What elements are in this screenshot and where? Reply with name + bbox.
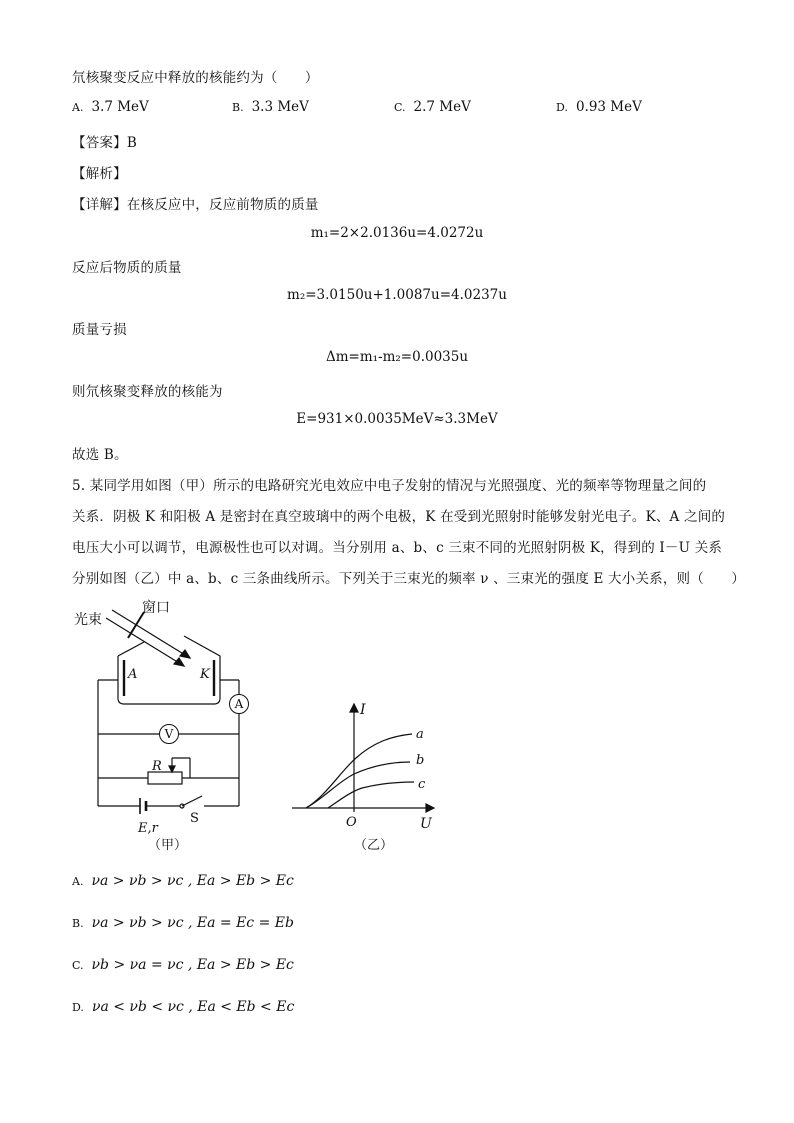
- curve-b: [306, 762, 410, 808]
- option-label: B.: [72, 917, 84, 930]
- answer-value: B: [126, 135, 137, 151]
- detail-line: [72, 193, 319, 213]
- option-label: C.: [72, 959, 84, 972]
- ammeter-label: A: [234, 697, 244, 711]
- q4-stem: 氘核聚变反应中释放的核能约为（ ）: [72, 70, 319, 86]
- voltmeter: [159, 724, 179, 744]
- equation-m2: m₂=3.0150u+1.0087u=4.0237u: [287, 287, 507, 303]
- q5-line-3: 电压大小可以调节，电源极性也可以对调。当分别用 a、b、c 三束不同的光照射阴极 K，得到的 I－U 关系: [72, 540, 723, 556]
- option-text: 2.7 MeV: [413, 99, 471, 115]
- option-label: D.: [556, 101, 568, 114]
- vacuum-tube-top: [118, 642, 144, 656]
- option-label: A.: [72, 101, 84, 114]
- q5-option-b: [72, 915, 294, 931]
- q4-option-c: [394, 99, 471, 115]
- option-text: 0.93 MeV: [575, 99, 642, 115]
- equation-m1: m₁=2×2.0136u=4.0272u: [310, 225, 484, 241]
- curve-a-label: a: [416, 727, 424, 742]
- switch-lever: [182, 796, 202, 806]
- i-axis-arrow: [350, 704, 358, 712]
- cathode-label: K: [200, 667, 210, 682]
- detail-text: 在核反应中，反应前物质的质量: [126, 197, 319, 213]
- equation-delta-m: Δm=m₁-m₂=0.0035u: [325, 349, 469, 365]
- option-text: νa > νb > νc , Ea > Eb > Ec: [91, 873, 294, 889]
- q5-line-4: 分别如图（乙）中 a、b、c 三条曲线所示。下列关于三束光的频率 ν 、三束光的强度 E 大小关系，则（ ）: [72, 571, 746, 587]
- detail-tag: 【详解】: [72, 197, 127, 213]
- option-label: C.: [394, 101, 406, 114]
- origin-label: O: [346, 815, 357, 830]
- ammeter: [229, 694, 249, 714]
- q4-option-b: [232, 99, 309, 115]
- curve-c-label: c: [418, 777, 426, 792]
- answer-line: [72, 131, 137, 151]
- q5-option-c: [72, 957, 294, 973]
- figure-caption-yi: （乙）: [354, 838, 394, 853]
- figure-caption-jia: （甲）: [148, 838, 188, 853]
- battery-label: E,r: [138, 821, 158, 836]
- q4-option-d: [556, 99, 642, 115]
- switch-label: S: [190, 811, 199, 826]
- voltmeter-label: V: [164, 727, 174, 741]
- iu-graph: [284, 700, 444, 840]
- text-after-mass: 反应后物质的质量: [72, 260, 182, 276]
- q5-line-1: 5. 某同学用如图（甲）所示的电路研究光电效应中电子发射的情况与光照强度、光的频率等物理量之间的: [72, 478, 707, 494]
- answer-tag: 【答案】: [72, 135, 127, 151]
- option-text: νb > νa = νc , Ea > Eb > Ec: [91, 957, 294, 973]
- option-text: 3.7 MeV: [91, 99, 149, 115]
- equation-energy: E=931×0.0035MeV≈3.3MeV: [296, 411, 498, 427]
- beam-label: 光束: [74, 612, 102, 628]
- curve-b-label: b: [416, 753, 425, 768]
- anode-label: A: [128, 667, 138, 682]
- q4-option-a: [72, 99, 149, 115]
- text-energy: 则氘核聚变释放的核能为: [72, 384, 223, 400]
- q5-line-2: 关系．阴极 K 和阳极 A 是密封在真空玻璃中的两个电极，K 在受到光照射时能够发射光电子。K、A 之间的: [72, 509, 726, 525]
- option-label: D.: [72, 1001, 84, 1014]
- u-axis-label: U: [420, 816, 432, 832]
- analysis-tag: 【解析】: [72, 166, 127, 182]
- rheostat-label: R: [152, 759, 162, 774]
- conclusion: 故选 B。: [72, 447, 128, 463]
- q5-option-d: [72, 999, 294, 1015]
- curve-c: [328, 782, 414, 808]
- u-axis-arrow: [426, 804, 434, 812]
- text-mass-defect: 质量亏损: [72, 322, 127, 338]
- q5-option-a: [72, 873, 294, 889]
- option-label: A.: [72, 875, 84, 888]
- option-text: νa < νb < νc , Ea < Eb < Ec: [91, 999, 295, 1015]
- i-axis-label: I: [360, 702, 366, 718]
- option-text: 3.3 MeV: [251, 99, 309, 115]
- window-label: 窗口: [142, 600, 170, 616]
- option-label: B.: [232, 101, 244, 114]
- option-text: νa > νb > νc , Ea = Ec = Eb: [91, 915, 294, 931]
